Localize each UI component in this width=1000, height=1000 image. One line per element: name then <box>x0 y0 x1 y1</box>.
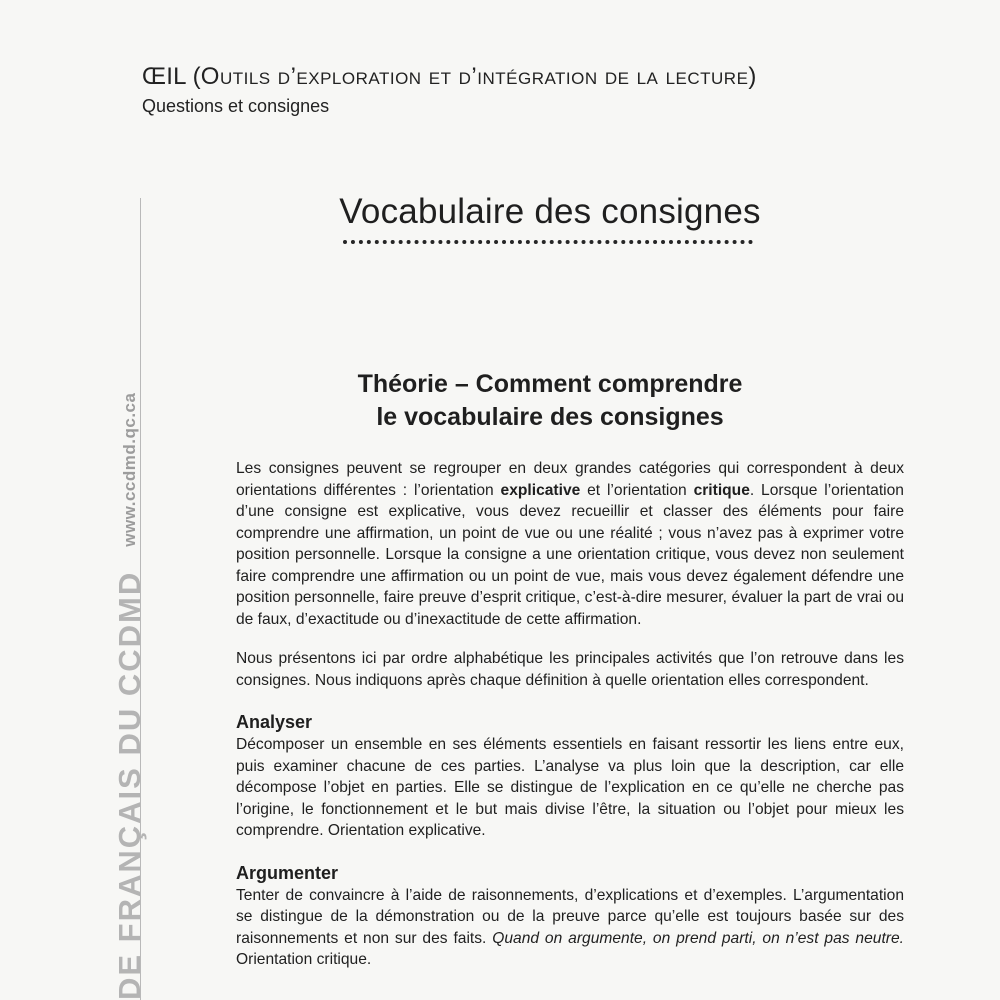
sidebar-branding <box>110 392 150 1000</box>
intro-p1-text-a: Les consignes peuvent se regrouper en deux grandes catégories qui correspondent à deux orientations différentes : l’orientation <box>236 460 904 499</box>
intro-paragraph-1 <box>236 458 904 630</box>
sidebar-brand-text: DE FRANÇAIS DU CCDMD <box>112 570 147 1000</box>
section-heading <box>300 368 800 434</box>
intro-p1-bold-explicative: explicative <box>500 481 581 499</box>
spacer <box>236 630 904 648</box>
term-definition-argumenter <box>236 885 904 971</box>
series-subtitle: Questions et consignes <box>142 96 330 116</box>
main-content <box>236 458 904 971</box>
sidebar-url-link[interactable]: www.ccdmd.qc.ca <box>120 392 139 547</box>
intro-p1-text-b: et l’orientation <box>580 481 694 499</box>
intro-p1-text-c: . Lorsque l’orientation d’une consigne est explicative, vous devez recueillir et classer des éléments pour faire comprendre une affirmation, un point de vue ou une réalité ; vous n’avez pas à exprimer votre position personnelle. Lorsque la consigne a une orientation critique, vous devez non seulement faire comprendre une affirmation ou un point de vue, mais vous devez également défendre une position personnelle, faire preuve d’esprit critique, c’est-à-dire mesurer, évaluer la part de vrai ou de faux, d’exactitude ou d’inexactitude de cette affirmation. <box>236 481 904 628</box>
page-title: Vocabulaire des consignes <box>339 192 761 231</box>
series-title-smallcaps: Outils d’exploration et d’intégration de la lecture <box>200 63 749 90</box>
title-dotted-divider <box>343 240 753 252</box>
intro-p1-bold-critique: critique <box>693 481 750 499</box>
section-heading-line1: Théorie – Comment comprendre <box>357 370 743 398</box>
spacer <box>236 691 904 710</box>
series-title-suffix: ) <box>748 63 757 90</box>
term-definition-analyser: Décomposer un ensemble en ses éléments essentiels en faisant ressortir les liens entre eux, puis examiner chacune de ces parties. L’analyse va plus loin que la description, car elle décompose l’objet en parties. Elle se distingue de l’explication en ce qu’elle ne cherche pas l’origine, le fonctionnement et le but mais divise l’être, la situation ou l’objet pour mieux les comprendre. Orientation explicative. <box>236 736 904 839</box>
spacer <box>236 842 904 861</box>
document-header <box>142 62 922 118</box>
section-heading-line2: le vocabulaire des consignes <box>376 403 724 431</box>
term-heading-argumenter: Argumenter <box>236 862 339 883</box>
series-title-prefix: ŒIL ( <box>142 63 201 90</box>
argumenter-text-b: Orientation critique. <box>236 951 372 968</box>
term-heading-analyser: Analyser <box>236 712 313 732</box>
argumenter-italic: Quand on argumente, on prend parti, on n’est pas neutre. <box>492 929 904 947</box>
argumenter-text-a: Tenter de convaincre à l’aide de raisonnements, d’explications et d’exemples. L’argumentation se distingue de la démonstration ou de la preuve parce qu’elle est toujours basée sur des raisonnements et non sur des faits. <box>236 886 904 947</box>
series-title <box>142 62 922 92</box>
intro-paragraph-2: Nous présentons ici par ordre alphabétique les principales activités que l’on retrouve dans les consignes. Nous indiquons après chaque définition à quelle orientation elles correspondent. <box>236 650 904 689</box>
